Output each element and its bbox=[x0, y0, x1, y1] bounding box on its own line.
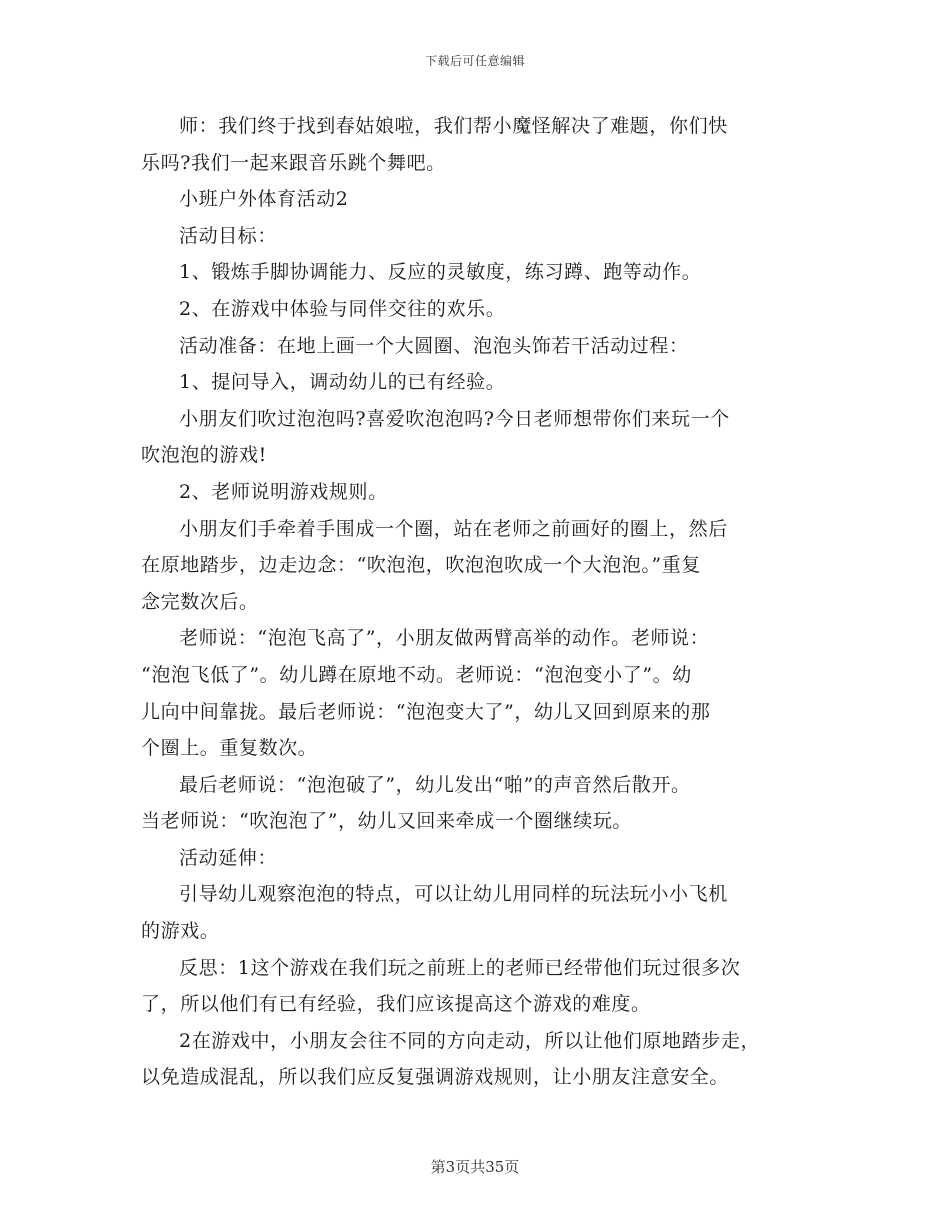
text-line: 儿向中间靠拢。最后老师说：“泡泡变大了”，幼儿又回到原来的那 bbox=[141, 700, 711, 723]
text-line: 乐吗?我们一起来跟音乐跳个舞吧。 bbox=[141, 151, 446, 174]
document-body bbox=[141, 108, 821, 1096]
text-line: 活动目标： bbox=[179, 224, 278, 247]
text-line: 引导幼儿观察泡泡的特点，可以让幼儿用同样的玩法玩小小飞机 bbox=[179, 883, 728, 906]
text-line: 个圈上。重复数次。 bbox=[141, 737, 318, 760]
text-line: 以免造成混乱，所以我们应反复强调游戏规则，让小朋友注意安全。 bbox=[141, 1066, 730, 1089]
text-line: 最后老师说：“泡泡破了”，幼儿发出“啪”的声音然后散开。 bbox=[179, 773, 691, 796]
text-line: 反思：1这个游戏在我们玩之前班上的老师已经带他们玩过很多次 bbox=[179, 956, 741, 979]
text-line: 1、提问导入，调动幼儿的已有经验。 bbox=[179, 371, 506, 394]
text-line: 师：我们终于找到春姑娘啦，我们帮小魔怪解决了难题，你们快 bbox=[179, 115, 728, 137]
text-line: “泡泡飞低了”。幼儿蹲在原地不动。老师说：“泡泡变小了”。幼 bbox=[141, 663, 692, 686]
text-line: 2、在游戏中体验与同伴交往的欢乐。 bbox=[179, 297, 506, 320]
text-line: 小朋友们手牵着手围成一个圈，站在老师之前画好的圈上，然后 bbox=[179, 517, 728, 540]
text-line: 2、老师说明游戏规则。 bbox=[179, 480, 388, 503]
text-line: 活动准备：在地上画一个大圆圈、泡泡头饰若干活动过程： bbox=[179, 334, 689, 357]
text-line: 念完数次后。 bbox=[141, 590, 259, 613]
text-line: 了，所以他们有已有经验，我们应该提高这个游戏的难度。 bbox=[141, 993, 651, 1016]
text-line: 当老师说：“吹泡泡了”，幼儿又回来牵成一个圈继续玩。 bbox=[141, 810, 633, 833]
page-footer: 第3页共35页 bbox=[430, 1158, 520, 1176]
text-line: 1、锻炼手脚协调能力、反应的灵敏度，练习蹲、跑等动作。 bbox=[179, 261, 702, 284]
text-line: 小班户外体育活动2 bbox=[179, 188, 349, 211]
text-line: 吹泡泡的游戏! bbox=[141, 444, 267, 467]
text-line: 在原地踏步，边走边念：“吹泡泡，吹泡泡吹成一个大泡泡。”重复 bbox=[141, 554, 701, 577]
text-line: 的游戏。 bbox=[141, 920, 220, 943]
text-line: 活动延伸： bbox=[179, 846, 278, 869]
text-line: 小朋友们吹过泡泡吗?喜爱吹泡泡吗?今日老师想带你们来玩一个 bbox=[179, 407, 730, 430]
text-line: 2在游戏中，小朋友会往不同的方向走动，所以让他们原地踏步走， bbox=[179, 1029, 761, 1052]
text-line: 老师说：“泡泡飞高了”，小朋友做两臂高举的动作。老师说： bbox=[179, 627, 710, 650]
page-header: 下载后可任意编辑 bbox=[424, 54, 525, 68]
